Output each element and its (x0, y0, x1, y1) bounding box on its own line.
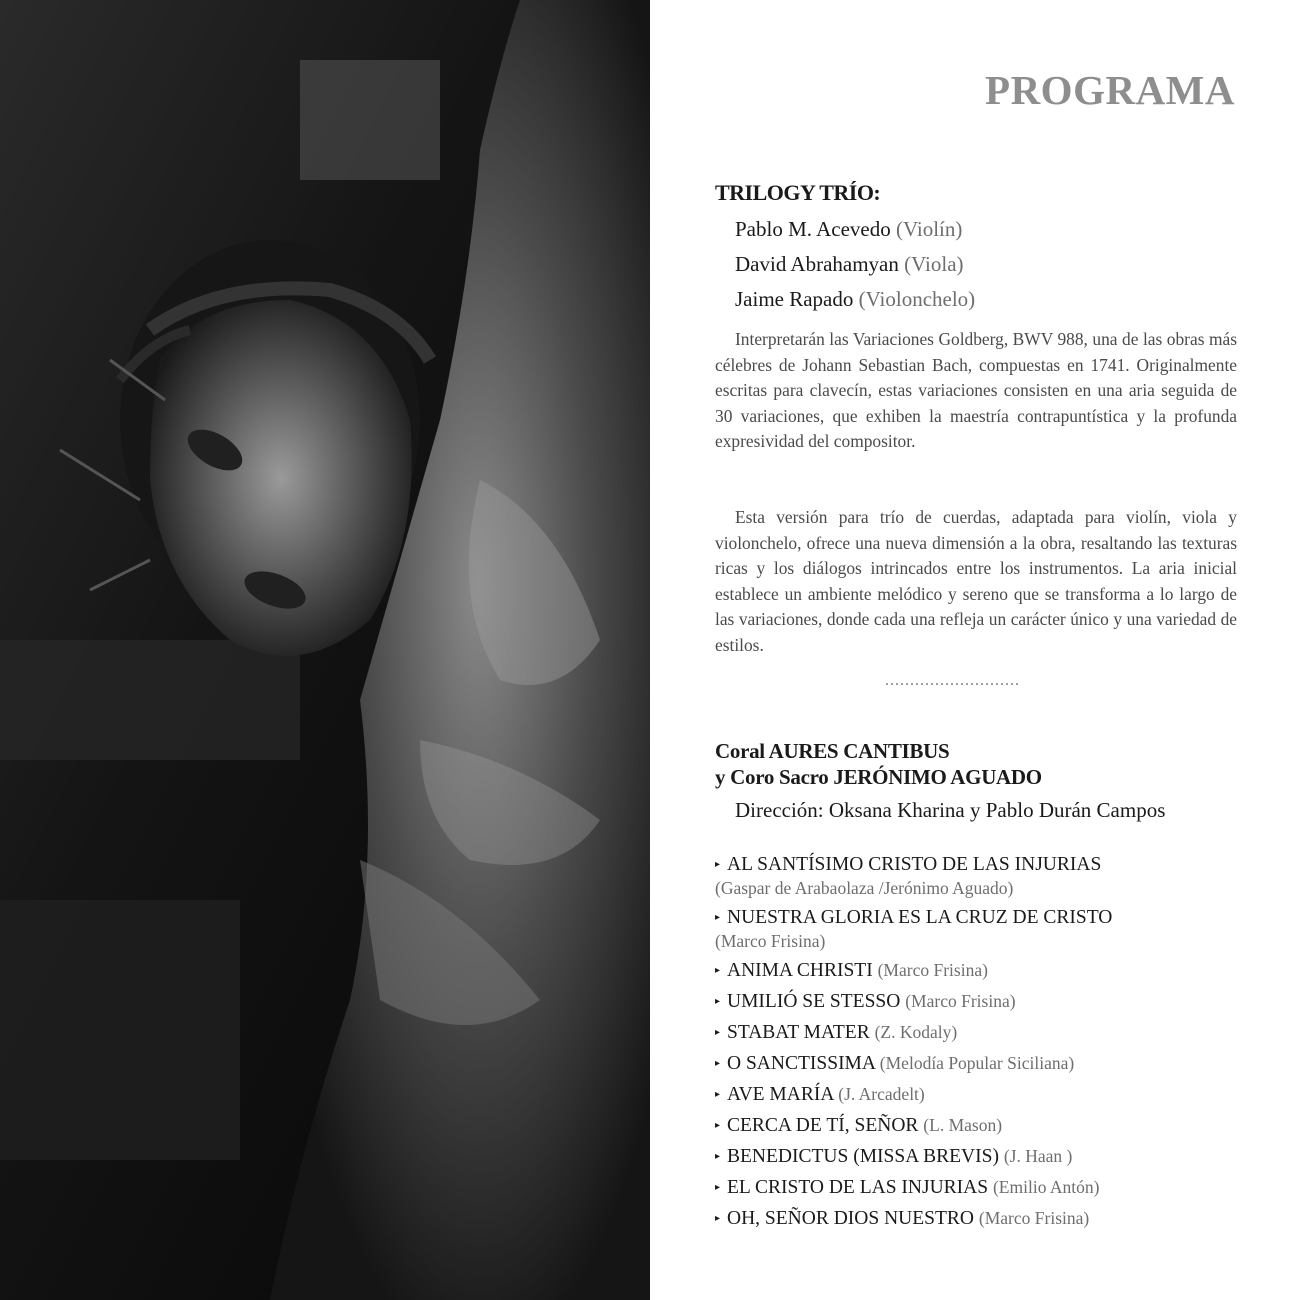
member-name: Jaime Rapado (735, 287, 854, 311)
piece-composer: (Marco Frisina) (905, 991, 1016, 1011)
trio-member (735, 212, 975, 247)
list-item (715, 1082, 1237, 1107)
choir-heading-line: y Coro Sacro JERÓNIMO AGUADO (715, 765, 1042, 789)
member-name: David Abrahamyan (735, 252, 899, 276)
trio-members (735, 212, 975, 317)
bullet-icon: ▸ (715, 1151, 721, 1162)
bullet-icon: ▸ (715, 965, 721, 976)
piece-title: BENEDICTUS (MISSA BREVIS) (727, 1146, 999, 1167)
member-role: (Violín) (895, 217, 963, 241)
bullet-icon: ▸ (715, 1182, 721, 1193)
piece-title: AVE MARÍA (727, 1084, 834, 1105)
section-separator: ........................... (885, 672, 1020, 689)
member-role: (Violonchelo) (858, 287, 976, 311)
trio-member (735, 282, 975, 317)
piece-composer: (J. Arcadelt) (838, 1084, 925, 1104)
piece-title: OH, SEÑOR DIOS NUESTRO (727, 1208, 975, 1229)
list-item (715, 1206, 1237, 1231)
piece-composer: (Marco Frisina) (978, 1208, 1090, 1228)
member-name: Pablo M. Acevedo (735, 217, 891, 241)
piece-composer: (Melodía Popular Siciliana) (879, 1053, 1075, 1073)
trio-description-paragraph: Interpretarán las Variaciones Goldberg, BWV 988, una de las obras más célebres de Johann Sebastian Bach, compuestas en 1741. Originalmente escritas para clavecín, estas variaciones consisten en una aria seguida de 30 variaciones, que exhiben la maestría contrapuntística y la profunda expresividad del compositor. (715, 329, 1237, 451)
bullet-icon: ▸ (715, 859, 721, 870)
bullet-icon: ▸ (715, 996, 721, 1007)
page-title: PROGRAMA (985, 67, 1235, 113)
list-item (715, 1113, 1237, 1138)
list-item (715, 989, 1237, 1014)
piece-composer: (Emilio Antón) (992, 1177, 1100, 1197)
list-item (715, 852, 1237, 899)
bullet-icon: ▸ (715, 1213, 721, 1224)
piece-title: STABAT MATER (727, 1022, 870, 1043)
piece-composer: (Z. Kodaly) (874, 1022, 958, 1042)
member-role: (Viola) (904, 252, 964, 276)
list-item (715, 1051, 1237, 1076)
choir-heading (715, 738, 1042, 790)
bullet-icon: ▸ (715, 1120, 721, 1131)
piece-title: NUESTRA GLORIA ES LA CRUZ DE CRISTO (727, 907, 1113, 928)
list-item (715, 1175, 1237, 1200)
trio-heading: TRILOGY TRÍO: (715, 180, 881, 205)
piece-title: ANIMA CHRISTI (727, 960, 873, 981)
piece-title: CERCA DE TÍ, SEÑOR (727, 1115, 919, 1136)
list-item (715, 1020, 1237, 1045)
piece-composer: (Marco Frisina) (715, 931, 826, 951)
list-item (715, 1144, 1237, 1169)
program-column (715, 0, 1237, 1300)
piece-composer: (Gaspar de Arabaolaza /Jerónimo Aguado) (715, 878, 1014, 898)
piece-composer: (Marco Frisina) (877, 960, 988, 980)
trio-description-paragraph: Esta versión para trío de cuerdas, adaptada para violín, viola y violonchelo, ofrece una nueva dimensión a la obra, resaltando las texturas ricas y los diálogos intrincados entre los instrumentos. La aria inicial establece un ambiente melódico y sereno que se transforma a lo largo de las variaciones, donde cada una refleja un carácter único y una variedad de estilos. (715, 507, 1237, 655)
piece-title: UMILIÓ SE STESSO (727, 991, 901, 1012)
choir-heading-line: Coral AURES CANTIBUS (715, 739, 950, 763)
piece-composer: (J. Haan ) (1003, 1146, 1073, 1166)
piece-title: AL SANTÍSIMO CRISTO DE LAS INJURIAS (727, 854, 1102, 875)
list-item (715, 958, 1237, 983)
choir-direction: Dirección: Oksana Kharina y Pablo Durán Campos (735, 798, 1166, 822)
trio-member (735, 247, 975, 282)
piece-title: EL CRISTO DE LAS INJURIAS (727, 1177, 989, 1198)
bullet-icon: ▸ (715, 1058, 721, 1069)
bullet-icon: ▸ (715, 1089, 721, 1100)
list-item (715, 905, 1237, 952)
bullet-icon: ▸ (715, 1027, 721, 1038)
bullet-icon: ▸ (715, 912, 721, 923)
piece-composer: (L. Mason) (923, 1115, 1003, 1135)
piece-title: O SANCTISSIMA (727, 1053, 875, 1074)
pieces-list (715, 852, 1237, 1237)
